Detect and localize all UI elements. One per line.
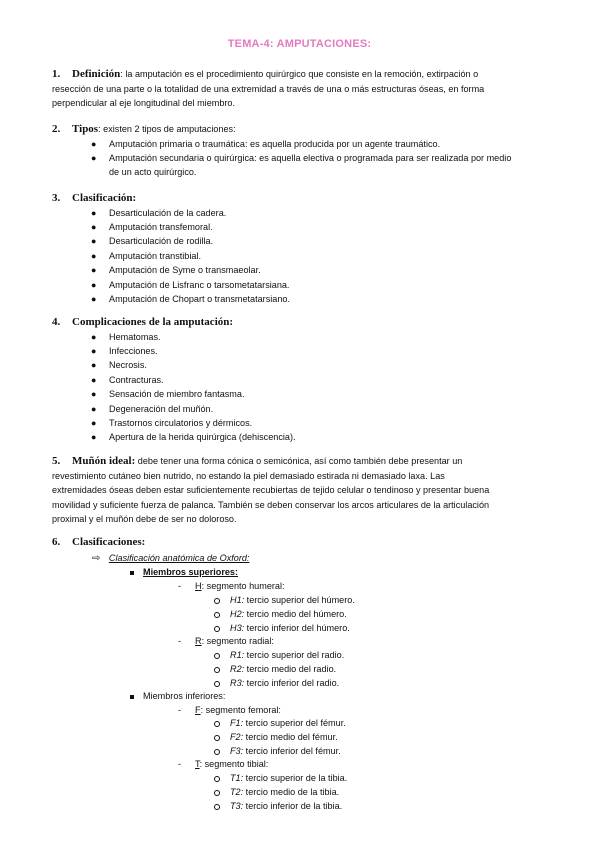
miembros-inferiores — [130, 689, 225, 703]
group-label: Miembros superiores: — [143, 567, 239, 577]
list-item: ● Amputación de Syme o transmaeolar. — [52, 263, 562, 277]
section-text-line: proximal y el muñón debe de ser no doloroso. — [52, 514, 237, 525]
circle-bullet-icon — [214, 721, 220, 727]
section-heading: Clasificación: — [72, 192, 137, 204]
clasificacion-list — [52, 206, 562, 307]
sub-item: H1: tercio superior del húmero. — [214, 593, 355, 607]
section-text: : la amputación es el procedimiento quirúrgico que consiste en la remoción, extirpación o — [120, 69, 479, 79]
list-item: ● Amputación secundaria o quirúrgica: es aquella electiva o programada para ser realizada por medio — [52, 151, 562, 165]
bullet-icon: ● — [91, 360, 97, 371]
list-item: ● Trastornos circulatorios y dérmicos. — [52, 416, 562, 430]
segment-text: : segmento radial: — [201, 636, 274, 646]
list-item: ● Degeneración del muñón. — [52, 402, 562, 416]
segment-text: : segmento femoral: — [200, 705, 281, 715]
bullet-icon: ● — [91, 374, 97, 385]
section-complicaciones — [52, 315, 562, 445]
section-tipos — [52, 122, 562, 180]
bullet-icon: ● — [91, 403, 97, 414]
section-number: 2. — [52, 123, 61, 135]
miembros-superiores — [130, 565, 238, 579]
segment-humeral — [178, 579, 285, 593]
list-item: ● Sensación de miembro fantasma. — [52, 387, 562, 401]
list-item: ● Amputación de Lisfranc o tarsometatarsiana. — [52, 278, 562, 292]
sub-item: F2: tercio medio del fémur. — [214, 730, 338, 744]
section-text-line: extremidades óseas deben estar suficientemente recubiertas de tejido celular o tendinoso y presentar buena — [52, 485, 490, 496]
section-text-line: resección de una parte o la totalidad de una extremidad a través de una o más estructuras óseas, en forma — [52, 83, 485, 94]
bullet-icon: ● — [91, 346, 97, 356]
circle-bullet-icon — [214, 776, 220, 782]
segment-tibial — [178, 757, 268, 771]
page-title: TEMA-4: AMPUTACIONES: — [227, 38, 372, 50]
dash-marker: - — [178, 759, 182, 769]
group-label: Miembros inferiores: — [143, 691, 226, 701]
list-item: ● Desarticulación de la cadera. — [52, 206, 562, 220]
bullet-icon: ● — [91, 222, 97, 232]
sub-item: T2: tercio medio de la tibia. — [214, 785, 339, 799]
segment-code: T — [195, 759, 200, 769]
section-number: 1. — [52, 68, 61, 80]
sub-item: T1: tercio superior de la tibia. — [214, 771, 347, 785]
section-text: debe tener una forma cónica o semicónica, así como también debe presentar un — [135, 456, 463, 466]
bullet-icon: ● — [91, 389, 97, 400]
list-item: ● Apertura de la herida quirúrgica (dehiscencia). — [52, 430, 562, 444]
bullet-icon: ● — [91, 250, 97, 261]
list-item: ● Amputación transfemoral. — [52, 220, 562, 234]
circle-bullet-icon — [214, 735, 220, 741]
list-item: ● Necrosis. — [52, 358, 562, 372]
list-item: ● Amputación primaria o traumática: es aquella producida por un agente traumático. — [52, 137, 562, 151]
arrow-right-icon: ⇨ — [92, 553, 101, 564]
section-heading: Tipos — [72, 123, 99, 135]
section-heading: Complicaciones de la amputación: — [72, 316, 234, 328]
segment-code: F — [195, 705, 201, 715]
list-item: ● Amputación de Chopart o transmetatarsiano. — [52, 292, 562, 306]
section-number: 3. — [52, 192, 61, 204]
sub-item: R2: tercio medio del radio. — [214, 662, 336, 676]
section-clasificacion — [52, 191, 562, 306]
oxford-heading — [92, 551, 249, 566]
segment-text: : segmento humeral: — [201, 581, 285, 591]
circle-bullet-icon — [214, 749, 220, 755]
circle-bullet-icon — [214, 612, 220, 618]
segment-radial — [178, 634, 274, 648]
square-bullet-icon — [130, 695, 134, 699]
sub-item: R3: tercio inferior del radio. — [214, 676, 339, 690]
bullet-icon: ● — [91, 265, 97, 276]
section-text-line: movilidad y suficiente fuerza de palanca. También se deben conservar los arcos articulares de la articulación — [52, 499, 490, 510]
dash-marker: - — [178, 581, 182, 591]
list-item: ● Hematomas. — [52, 330, 562, 344]
sub-item: H3: tercio inferior del húmero. — [214, 621, 350, 635]
section-text-line: perpendicular al eje longitudinal del miembro. — [52, 98, 235, 109]
sub-item: F3: tercio inferior del fémur. — [214, 744, 341, 758]
section-definicion — [52, 67, 562, 111]
section-number: 5. — [52, 455, 61, 467]
bullet-icon: ● — [91, 279, 97, 290]
sub-item: H2: tercio medio del húmero. — [214, 607, 347, 621]
bullet-icon: ● — [91, 207, 97, 218]
bullet-icon: ● — [91, 294, 97, 305]
section-heading: Definición — [72, 68, 121, 80]
bullet-icon: ● — [91, 138, 97, 149]
oxford-label: Clasificación anatómica de Oxford: — [108, 553, 250, 563]
complicaciones-list — [52, 330, 562, 445]
list-item: ● Contracturas. — [52, 373, 562, 387]
dash-marker: - — [178, 705, 182, 715]
dash-marker: - — [178, 636, 182, 646]
circle-bullet-icon — [214, 804, 220, 810]
section-number: 4. — [52, 316, 61, 328]
section-number: 6. — [52, 536, 61, 548]
tipos-list — [52, 137, 562, 180]
bullet-icon: ● — [91, 418, 97, 429]
circle-bullet-icon — [214, 790, 220, 796]
list-item: ● Amputación transtibial. — [52, 249, 562, 263]
section-heading: Clasificaciones: — [72, 536, 146, 548]
section-text-line: revestimiento cutáneo bien nutrido, no estando la piel demasiado estirada ni demasiado laxa. Las — [52, 470, 445, 481]
square-bullet-icon — [130, 571, 134, 575]
section-clasificaciones — [52, 535, 562, 550]
circle-bullet-icon — [214, 681, 220, 687]
section-heading: Muñón ideal: — [72, 455, 136, 467]
segment-code: H — [195, 581, 202, 591]
circle-bullet-icon — [214, 667, 220, 673]
list-item: ● Desarticulación de rodilla. — [52, 234, 562, 248]
segment-code: R — [195, 636, 202, 646]
sub-item: R1: tercio superior del radio. — [214, 648, 344, 662]
bullet-icon: ● — [91, 153, 97, 163]
list-item-continuation: de un acto quirúrgico. — [109, 167, 197, 178]
circle-bullet-icon — [214, 598, 220, 604]
segment-text: : segmento tibial: — [199, 759, 269, 769]
sub-item: F1: tercio superior del fémur. — [214, 716, 346, 730]
section-munon-ideal — [52, 454, 562, 527]
segment-femoral — [178, 703, 281, 717]
circle-bullet-icon — [214, 626, 220, 632]
list-item: ● Infecciones. — [52, 344, 562, 358]
bullet-icon: ● — [91, 236, 97, 247]
sub-item: T3: tercio inferior de la tibia. — [214, 799, 342, 813]
circle-bullet-icon — [214, 653, 220, 659]
bullet-icon: ● — [91, 331, 97, 342]
section-text: : existen 2 tipos de amputaciones: — [98, 124, 236, 134]
bullet-icon: ● — [91, 432, 97, 443]
